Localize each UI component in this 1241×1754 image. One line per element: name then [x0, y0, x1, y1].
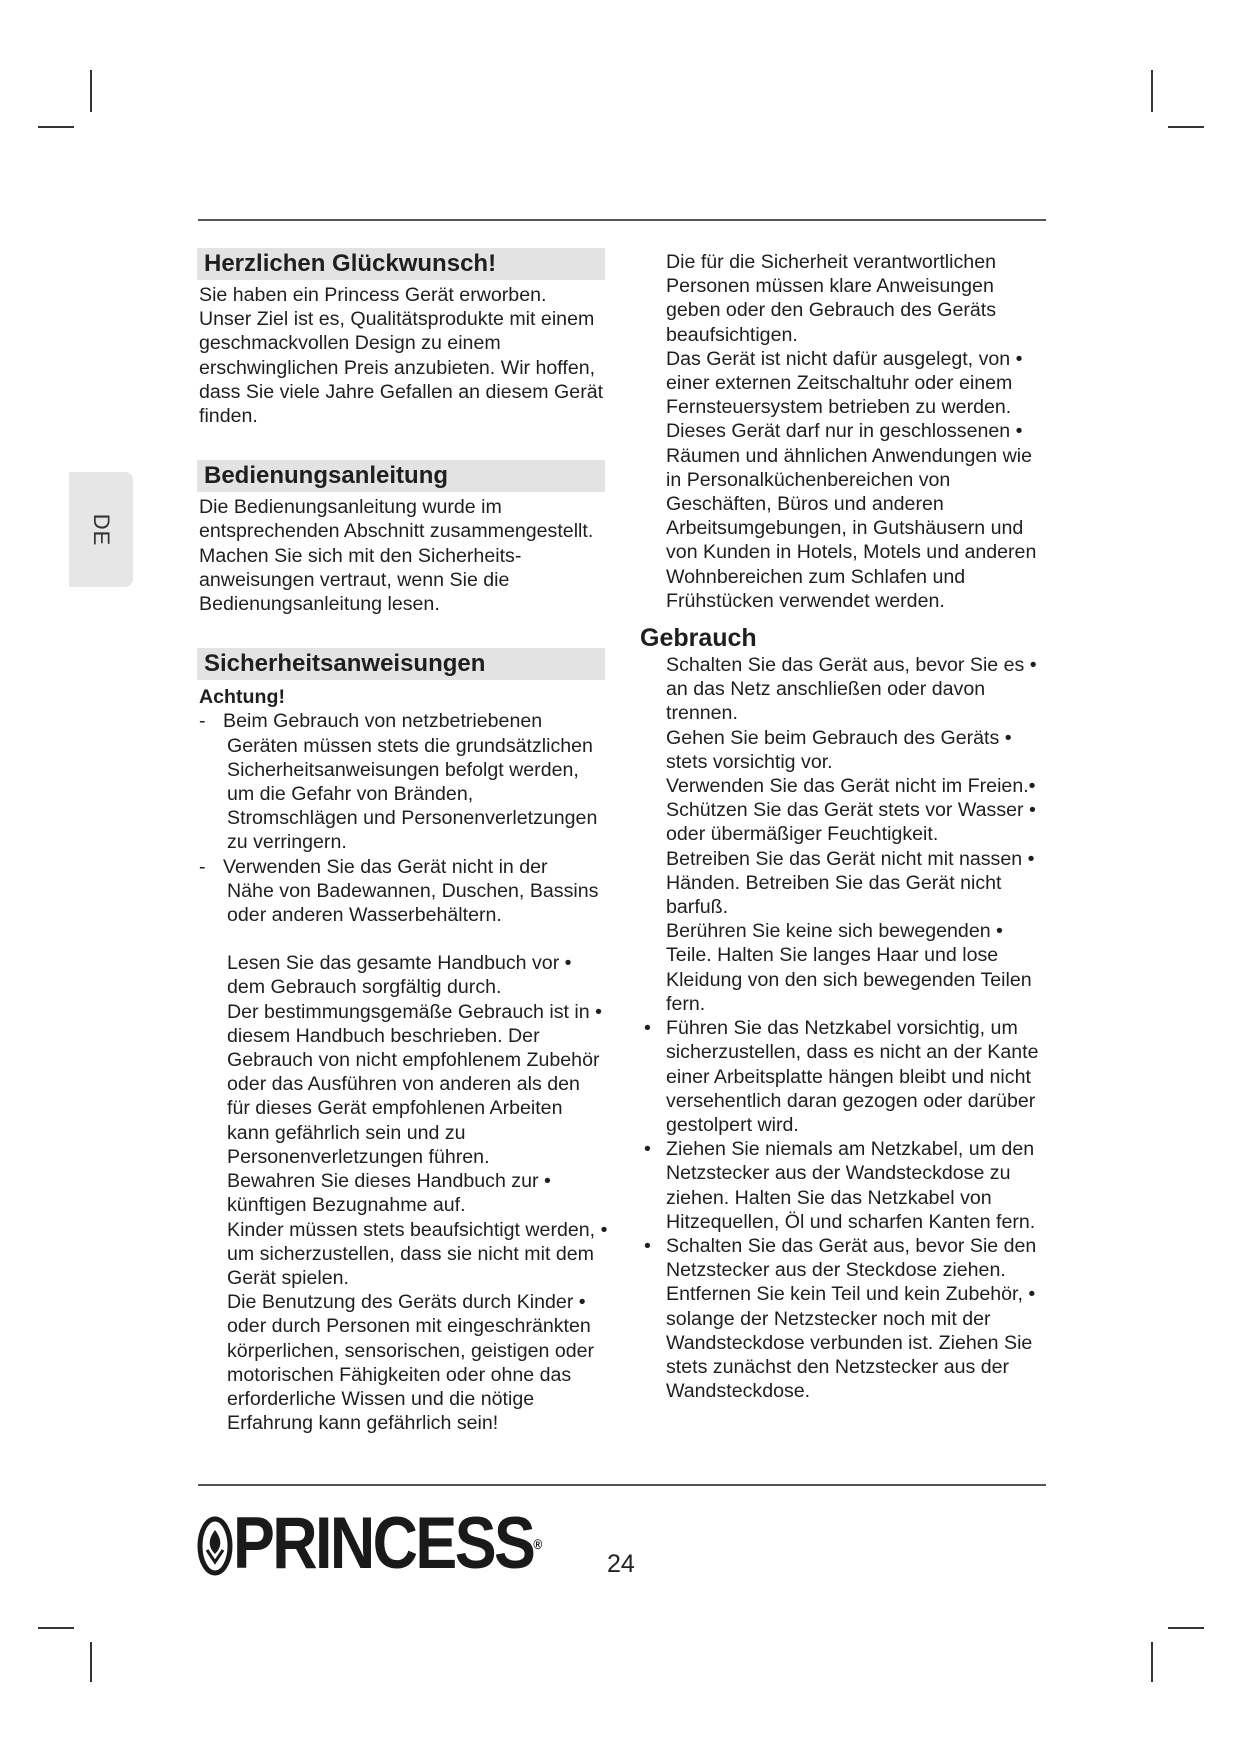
princess-emblem-icon [197, 1512, 233, 1580]
crop-mark [90, 70, 92, 112]
manual-heading: Bedienungsanleitung [197, 460, 605, 492]
warning-label: Achtung! [199, 686, 285, 709]
congrats-section [199, 248, 619, 428]
dash-list-item: - Verwenden Sie das Gerät nicht in der Nähe von Badewannen, Duschen, Bassins oder anderen Wasserbehältern. [199, 855, 599, 927]
bullet-list-item: • Ziehen Sie niemals am Netzkabel, um den Netzstecker aus der Wandsteckdose zu ziehen. Halten Sie das Netzkabel von Hitzequellen, Öl und scharfen Kanten fern. [644, 1138, 1036, 1233]
dash-marker: - [199, 855, 206, 878]
usage-text: Schalten Sie das Gerät aus, bevor Sie es • an das Netz anschließen oder davon trennen. Gehen Sie beim Gebrauch des Geräts • stets vorsichtig vor. Verwenden Sie das Gerät nicht im Freien.• Schützen Sie das Gerät stets vor Wasser • oder übermäßiger Feuchtigkeit. Betreiben Sie das Gerät nicht mit nassen • Händen. Betreiben Sie das Gerät nicht barfuß. Berühren Sie keine sich bewegenden • Teile. Halten Sie langes Haar und lose Kleidung von den sich bewegenden Teilen fern. [666, 654, 1037, 1015]
usage-heading: Gebrauch [640, 624, 757, 653]
right-column [640, 250, 1060, 1403]
left-column [199, 248, 619, 1435]
right-intro-text: Die für die Sicherheit verantwortlichen Personen müssen klare Anweisungen geben oder den Gebrauch des Geräts beaufsichtigen. Das Gerät ist nicht dafür ausgelegt, von • einer externen Zeitschaltuhr oder einem Fernsteuersystem betrieben zu werden. Dieses Gerät darf nur in geschlossenen • Räumen und ähnlichen Anwendungen wie in Personalküchenbereichen von Geschäften, Büros und anderen Arbeitsumgebungen, in Gutshäusern und von Kunden in Hotels, Motels und anderen Wohnbereichen zum Schlafen und Frühstücken verwendet werden. [666, 251, 1037, 612]
bullet-marker: • [644, 1234, 651, 1257]
bullet-marker: • [644, 1138, 651, 1161]
princess-logo [197, 1503, 543, 1584]
bottom-divider [198, 1484, 1046, 1486]
bullet-list-item: • Führen Sie das Netzkabel vorsichtig, um sicherzustellen, dass es nicht an der Kante einer Arbeitsplatte hängen bleibt und nicht versehentlich daran gezogen oder darüber gestolpert wird. [644, 1017, 1039, 1136]
manual-text: Die Bedienungsanleitung wurde im entsprechenden Abschnitt zusammengestellt. Machen Sie sich mit den Sicherheits- anweisungen vertraut, wenn Sie die Bedienungsanleitung lesen. [199, 496, 594, 616]
crop-mark [1168, 1627, 1204, 1629]
language-tab [69, 472, 133, 587]
crop-mark [1168, 126, 1204, 128]
safety-heading: Sicherheitsanweisungen [197, 648, 605, 680]
congrats-text: Sie haben ein Princess Gerät erworben. Unser Ziel ist es, Qualitätsprodukte mit einem geschmackvollen Design zu einem erschwinglichen Preis anzubieten. Wir hoffen, dass Sie viele Jahre Gefallen an diesem Gerät finden. [199, 284, 604, 428]
crop-mark [1151, 1642, 1153, 1682]
bullet-marker: • [644, 1017, 651, 1040]
page-number: 24 [607, 1550, 635, 1578]
crop-mark [90, 1642, 92, 1682]
safety-section [199, 648, 619, 1435]
top-divider [198, 219, 1046, 221]
manual-section [199, 460, 619, 616]
usage-tail-text: Entfernen Sie kein Teil und kein Zubehör, • solange der Netzstecker noch mit der Wandsteckdose verbunden ist. Ziehen Sie stets zunächst den Netzstecker aus der Wandsteckdose. [666, 1283, 1036, 1403]
crop-mark [38, 1627, 74, 1629]
crop-mark [38, 126, 74, 128]
crop-mark [1151, 70, 1153, 112]
brand-name: PRINCESS® [233, 1503, 543, 1584]
dash-list-item: - Beim Gebrauch von netzbetriebenen Geräten müssen stets die grundsätzlichen Sicherheitsanweisungen befolgt werden, um die Gefahr von Bränden, Stromschlägen und Personenverletzungen zu verringern. [199, 710, 598, 854]
safety-body-text: Lesen Sie das gesamte Handbuch vor • dem Gebrauch sorgfältig durch. Der bestimmungsgemäße Gebrauch ist in • diesem Handbuch beschrieben. Der Gebrauch von nicht empfohlenem Zubehör oder das Ausführen von anderen als den für dieses Gerät empfohlenen Arbeiten kann gefährlich sein und zu Personenverletzungen führen. Bewahren Sie dieses Handbuch zur • künftigen Bezugnahme auf. Kinder müssen stets beaufsichtigt werden, • um sicherzustellen, dass sie nicht mit dem Gerät spielen. Die Benutzung des Geräts durch Kinder • oder durch Personen mit eingeschränkten körperlichen, sensorischen, geistigen oder motorischen Fähigkeiten oder ohne das erforderliche Wissen und die nötige Erfahrung kann gefährlich sein! [227, 952, 608, 1435]
congrats-heading: Herzlichen Glückwunsch! [197, 248, 605, 280]
bullet-list-item: • Schalten Sie das Gerät aus, bevor Sie den Netzstecker aus der Steckdose ziehen. [644, 1234, 1037, 1282]
registered-mark: ® [533, 1536, 543, 1552]
dash-marker: - [199, 710, 206, 733]
language-tab-label: DE [89, 513, 114, 546]
